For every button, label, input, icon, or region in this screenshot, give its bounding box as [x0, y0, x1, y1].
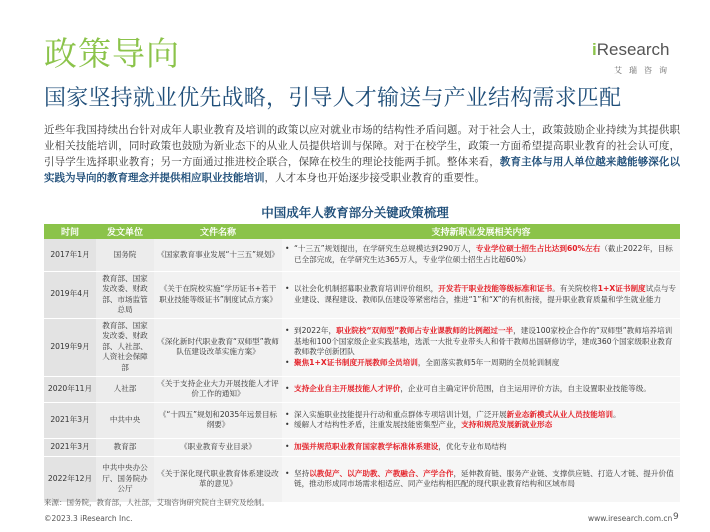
row-time: 2019年9月 — [44, 318, 96, 376]
highlight-text: 开发若干职业技能等级标准和证书 — [438, 284, 553, 293]
row-file: 《“十四五”规划和2035年远景目标 纲要》 — [154, 402, 282, 438]
row-content — [282, 438, 680, 456]
bullet-dot-icon: • — [285, 383, 290, 393]
row-content — [282, 376, 680, 402]
bullet-dot-icon: • — [285, 441, 290, 451]
row-file: 《国家教育事业发展“十三五”规划》 — [154, 239, 282, 271]
copyright: ©2023.3 iResearch Inc. — [44, 514, 133, 523]
table-row — [44, 402, 680, 438]
bullet-item — [285, 469, 677, 490]
row-unit: 人社部 — [96, 376, 154, 402]
table-header-row — [44, 224, 680, 239]
body-text: （截止2022年，目标已全部完成，在学研究生达365万人，专业学位硕士招生占比超60%） — [294, 244, 673, 264]
row-unit: 国务院 — [96, 239, 154, 271]
highlight-text: 职业院校“双师型”教师占专业课教师的比例超过一半 — [336, 326, 514, 335]
body-text: ，全面落实教师5年一周期的全员轮训制度 — [417, 357, 560, 367]
bullet-item — [285, 244, 677, 265]
highlight-text: 以教促产、以产助教、产教融合、产学合作 — [309, 468, 454, 478]
row-file: 《深化新时代职业教育“双师型”教师队伍建设改革实施方案》 — [154, 318, 282, 376]
body-text: ，企业可自主确定评价范围，自主运用评价方法，自主设置职业技能等级。 — [400, 383, 651, 393]
header-content: 支持新职业发展相关内容 — [282, 224, 680, 239]
table-row — [44, 376, 680, 402]
row-content — [282, 402, 680, 438]
row-content — [282, 318, 680, 376]
policy-table — [44, 224, 680, 503]
row-time: 2021年3月 — [44, 438, 96, 456]
website-link[interactable]: www.iresearch.com.cn — [588, 514, 673, 523]
row-file: 《关于在院校实施“学历证书+若干职业技能等级证书”制度试点方案》 — [154, 271, 282, 318]
body-text: 到2022年， — [294, 326, 337, 335]
row-file: 《关于深化现代职业教育体系建设改革的意见》 — [154, 456, 282, 502]
bullet-item — [285, 358, 677, 369]
bullet-dot-icon: • — [285, 420, 290, 429]
highlight-text: 专业学位硕士招生占比达到60%左右 — [475, 244, 601, 254]
header-file: 文件名称 — [154, 224, 282, 239]
table-row — [44, 271, 680, 318]
intro-highlight: 教育主体与用人单位越来越能够深化以实践为导向的教育理念并提供相应职业技能培训 — [44, 156, 681, 184]
row-unit: 教育部 — [96, 438, 154, 456]
body-text: 缓解人才结构性矛盾，注重发展技能密集型产业， — [294, 420, 462, 429]
highlight-text: 1+X证书制度 — [597, 284, 646, 293]
row-unit: 中共中央 — [96, 402, 154, 438]
body-text: “十三五”规划提出，在学研究生总规模达到290万人， — [294, 244, 476, 254]
bullet-dot-icon: • — [285, 409, 290, 419]
body-text: 深入实施职业技能提升行动和重点群体专项培训计划，广泛开展 — [294, 409, 507, 419]
row-time: 2021年3月 — [44, 402, 96, 438]
row-unit: 教育部、国家发改委、财政部、市场监管总局 — [96, 271, 154, 318]
row-file: 《关于支持企业大力开展技能人才评 价工作的通知》 — [154, 376, 282, 402]
row-file: 《职业教育专业目录》 — [154, 438, 282, 456]
body-text: 试点与专业建设、课程建设、教师队伍建设等紧密结合，推进“1”和“X”的有机衔接，提升职业教育质量和学生就业能力 — [294, 284, 677, 304]
row-unit: 中共中央办公厅、国务院办公厅 — [96, 456, 154, 502]
bullet-item — [285, 420, 677, 431]
bullet-dot-icon: • — [285, 468, 290, 478]
bullet-item — [285, 442, 677, 453]
row-time: 2020年11月 — [44, 376, 96, 402]
body-text: ，优化专业布局结构 — [438, 441, 507, 451]
table-row — [44, 456, 680, 502]
row-content — [282, 239, 680, 271]
bullet-dot-icon: • — [285, 244, 290, 254]
row-content — [282, 456, 680, 502]
body-text: 坚持 — [294, 468, 310, 478]
body-text: ，延伸教育链、服务产业链、支撑供应链、打造人才链、提升价值链，推动形成同市场需求相适应、同产业结构相匹配的现代职业教育结构和区域布局 — [294, 468, 674, 488]
highlight-text: 支持和规范发展新就业形态 — [461, 420, 553, 429]
row-time: 2017年1月 — [44, 239, 96, 271]
intro-paragraph: 近些年我国持续出台针对成年人职业教育及培训的政策以应对就业市场的结构性矛盾问题。对于社会人士，政策鼓励企业持续为其提供职业相关技能培训，同时政策也鼓励为新业态下的从业人员提供培训与保障。对于在校学生，政策一方面希望提高职业教育的社会认可度，引导学生选择职业教育；另一方面通过推进校企联合，保障在校生的理论技能两手抓。整体来看，教育主体与用人单位越来越能够深化以实践为导向的教育理念并提供相应职业技能培训，人才本身也开始逐步接受职业教育的重要性。 — [44, 124, 681, 184]
bullet-item — [285, 284, 677, 305]
table-title: 中国成年人教育部分关键政策梳理 — [261, 205, 449, 220]
header-unit: 发文单位 — [96, 224, 154, 239]
logo-wordmark: iResearch — [592, 40, 670, 59]
source-note: 来源：国务院，教育部，人社部，艾瑞咨询研究院自主研究及绘制。 — [44, 498, 269, 507]
row-content — [282, 271, 680, 318]
table-row — [44, 438, 680, 456]
iresearch-logo — [592, 40, 678, 80]
logo-subtitle: 艾瑞咨询 — [614, 66, 674, 75]
body-text: 。有关院校将 — [552, 284, 598, 293]
body-text: ，建设100家校企合作的“双师型”教师培养培训基地和100个国家级企业实践基地，选派一大批专业带头人和骨干教师出国研修访学，建成360个国家级职业教育教师教学创新团队 — [294, 326, 673, 356]
bullet-item — [285, 410, 677, 421]
row-unit: 教育部、国家发改委、财政部、人社部、人资社会保障部 — [96, 318, 154, 376]
page-subtitle: 国家坚持就业优先战略，引导人才输送与产业结构需求匹配 — [44, 86, 622, 111]
table-row — [44, 239, 680, 271]
body-text: 以社会化机制招募职业教育培训评价组织， — [294, 284, 439, 293]
page-number: 9 — [673, 512, 679, 522]
row-time: 2022年12月 — [44, 456, 96, 502]
page-title: 政策导向 — [44, 34, 180, 73]
row-time: 2019年4月 — [44, 271, 96, 318]
table-row — [44, 318, 680, 376]
bullet-item — [285, 384, 677, 395]
highlight-text: 支持企业自主开展技能人才评价 — [294, 383, 401, 393]
header-time: 时间 — [44, 224, 96, 239]
body-text: 。 — [612, 409, 621, 419]
highlight-text: 加强并规范职业教育国家教学标准体系建设 — [294, 441, 439, 451]
bullet-dot-icon: • — [285, 326, 290, 335]
highlight-text: 聚焦1+X证书制度开展教师全员培训 — [294, 357, 418, 367]
bullet-dot-icon: • — [285, 357, 290, 367]
bullet-item — [285, 326, 677, 358]
bullet-dot-icon: • — [285, 284, 290, 293]
highlight-text: 新业态新模式从业人员技能培训 — [506, 409, 613, 419]
